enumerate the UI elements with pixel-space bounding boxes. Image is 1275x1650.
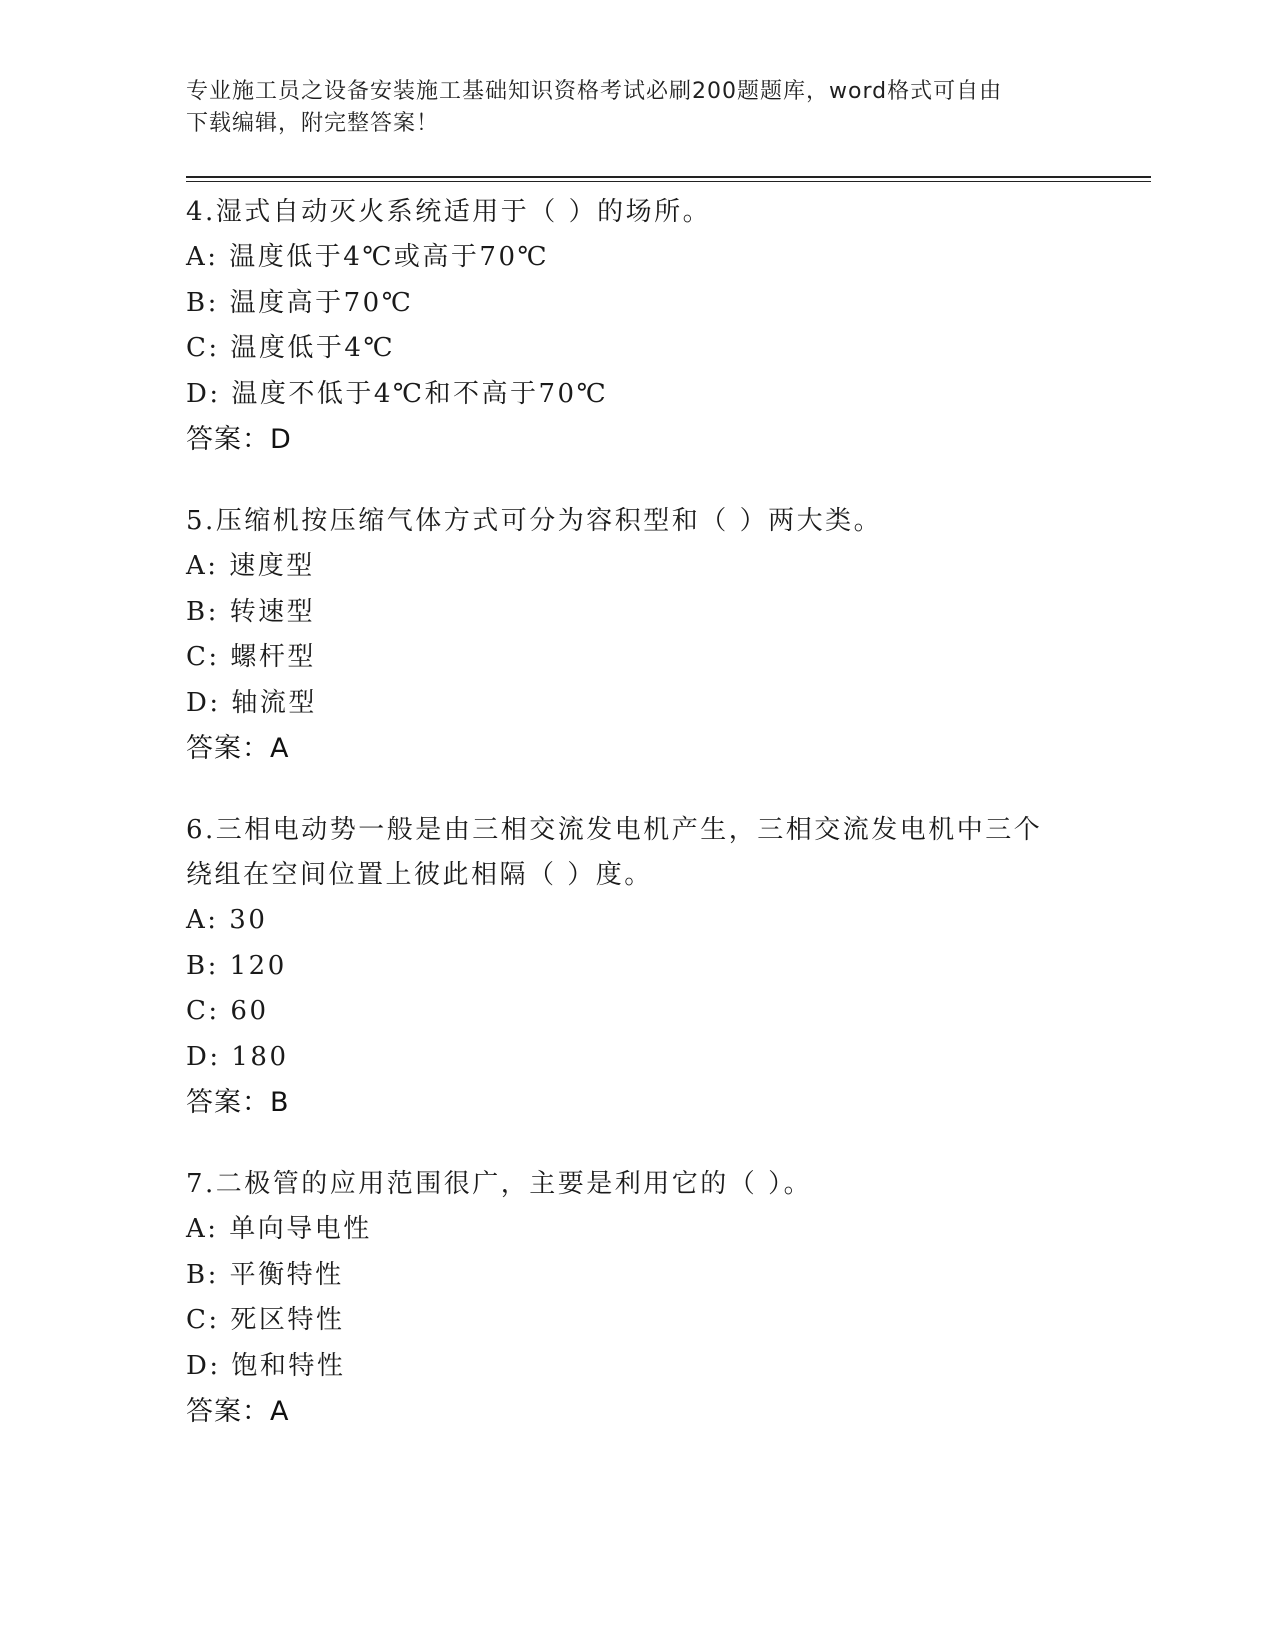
answer-line: 答案：A bbox=[186, 1396, 290, 1427]
answer-line: 答案：D bbox=[186, 424, 292, 455]
option-d: D: 饱和特性 bbox=[186, 1350, 346, 1381]
question-stem: 4.湿式自动灭火系统适用于（ ）的场所。 bbox=[186, 197, 712, 227]
question-item bbox=[186, 499, 1086, 772]
question-stem: 7.二极管的应用范围很广，主要是利用它的（ ）。 bbox=[186, 1169, 813, 1199]
option-c: C: 螺杆型 bbox=[186, 642, 316, 672]
option-b: B: 温度高于70℃ bbox=[186, 287, 414, 318]
option-d: D: 温度不低于4℃和不高于70℃ bbox=[186, 378, 609, 409]
question-stem: 6.三相电动势一般是由三相交流发电机产生，三相交流发电机中三个绕组在空间位置上彼此相隔（ ）度。 bbox=[186, 815, 1043, 890]
option-a: A: 温度低于4℃或高于70℃ bbox=[186, 242, 550, 272]
document-header bbox=[186, 76, 1086, 140]
option-c: C: 温度低于4℃ bbox=[186, 333, 396, 363]
option-d: D: 轴流型 bbox=[186, 687, 317, 718]
header-title-line-1: 专业施工员之设备安装施工基础知识资格考试必刷200题题库，word格式可自由 bbox=[186, 79, 1003, 104]
option-a: A: 速度型 bbox=[186, 551, 315, 581]
option-b: B: 转速型 bbox=[186, 596, 316, 627]
question-stem: 5.压缩机按压缩气体方式可分为容积型和（ ）两大类。 bbox=[186, 506, 883, 536]
option-c: C: 死区特性 bbox=[186, 1305, 345, 1335]
question-item bbox=[186, 808, 1086, 1126]
answer-line: 答案：B bbox=[186, 1087, 290, 1118]
header-divider-thick bbox=[186, 176, 1151, 178]
option-b: B: 120 bbox=[186, 950, 287, 981]
option-a: A: 单向导电性 bbox=[186, 1214, 372, 1244]
header-title-line-2: 下载编辑，附完整答案！ bbox=[186, 111, 440, 136]
header-divider-thin bbox=[186, 181, 1151, 182]
question-item bbox=[186, 1162, 1086, 1435]
option-d: D: 180 bbox=[186, 1041, 289, 1072]
question-list bbox=[186, 190, 1086, 1471]
answer-line: 答案：A bbox=[186, 733, 290, 764]
option-a: A: 30 bbox=[186, 905, 268, 935]
option-c: C: 60 bbox=[186, 996, 269, 1026]
question-item bbox=[186, 190, 1086, 463]
option-b: B: 平衡特性 bbox=[186, 1259, 344, 1290]
